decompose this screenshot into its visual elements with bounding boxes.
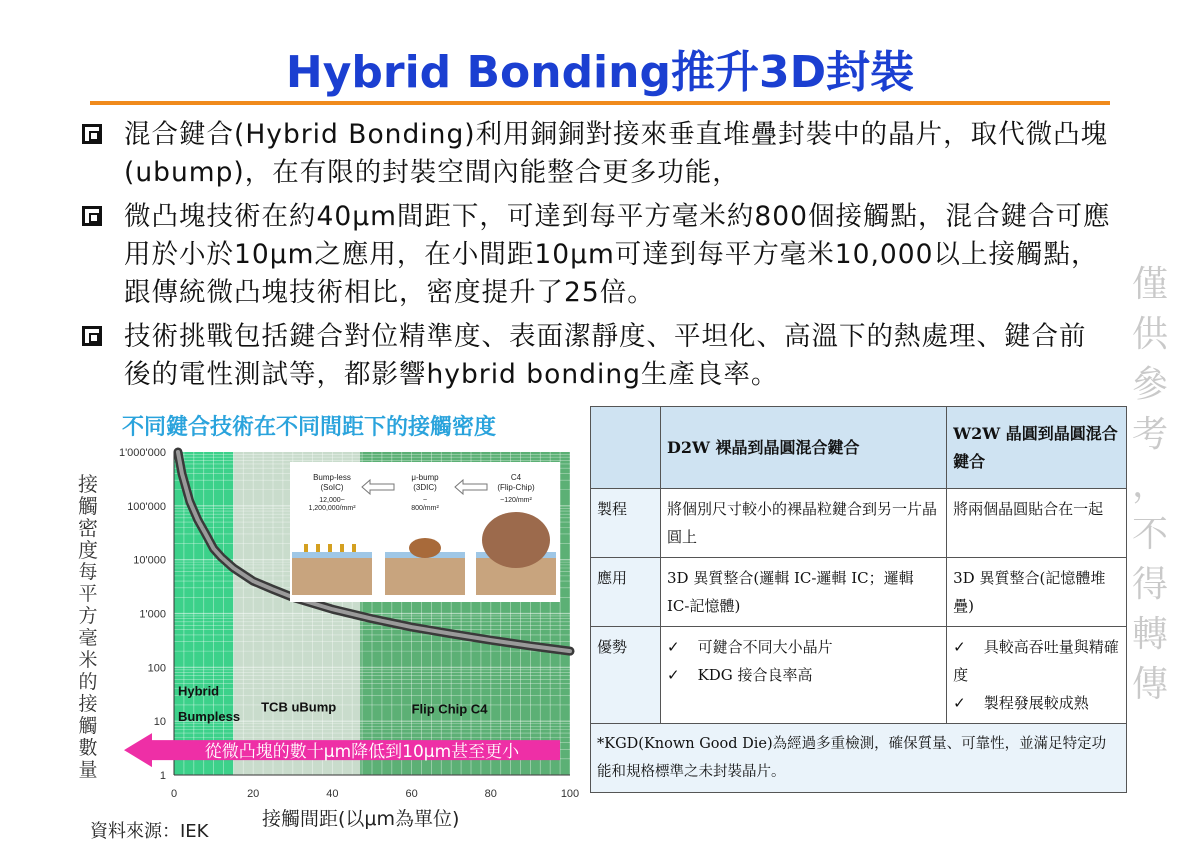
page-title: Hybrid Bonding推升3D封裝 [285, 47, 915, 98]
y-axis-label [76, 473, 100, 781]
inset-item-value: 800/mm² [411, 505, 439, 512]
table-row [591, 627, 1127, 724]
contact-density-chart [100, 440, 585, 810]
watermark-char: 得 [1131, 564, 1168, 605]
table-cell: 3D 異質整合(邏輯 IC-邏輯 IC；邏輯 IC-記憶體) [661, 558, 947, 627]
table-cell [661, 627, 947, 724]
chart-title: 不同鍵合技術在不同間距下的接觸密度 [122, 415, 497, 440]
bullet-text: 技術挑戰包括鍵合對位精準度、表面潔靜度、平坦化、高溫下的熱處理、鍵合前後的電性測試等，都影響hybrid bonding生產良率。 [124, 321, 1087, 390]
region-label: Flip Chip C4 [411, 701, 488, 717]
inset-substrate [292, 557, 372, 595]
checkbox-bullet-icon [82, 206, 102, 226]
bullet-text: 微凸塊技術在約40μm間距下，可達到每平方毫米約800個接觸點，混合鍵合可應用於小於10μm之應用，在小間距10μm可達到每平方毫米10,000以上接觸點，跟傳統微凸塊技術相比，密度提升了25倍。 [124, 201, 1111, 308]
inset-ubump [409, 538, 441, 558]
table-cell: 將兩個晶圓貼合在一起 [947, 489, 1127, 558]
y-tick-label: 1 [159, 770, 166, 782]
inset-bumpless-pad [340, 544, 344, 552]
inset-item-value: ~ [422, 497, 428, 504]
region-label: Hybrid [177, 683, 220, 699]
source-note: 資料來源：IEK [90, 821, 209, 842]
inset-substrate [385, 557, 465, 595]
inset-layer [292, 552, 372, 558]
inset-bumpless-pad [316, 544, 320, 552]
x-tick-label: 40 [326, 788, 339, 800]
inset-item-sub: (SoIC) [320, 483, 344, 492]
region-label: Bumpless [177, 709, 241, 725]
y-tick-label: 1'000 [139, 608, 166, 621]
watermark-char: 僅 [1131, 264, 1168, 305]
y-tick-label: 1'000'000 [118, 447, 166, 459]
watermark-char: ， [1131, 464, 1168, 505]
x-tick-label: 60 [405, 788, 418, 800]
row-label: 製程 [591, 489, 661, 558]
inset-bumpless-pad [328, 544, 332, 552]
y-axis-label-main: 接觸密度 [78, 472, 98, 562]
inset-item-sub: (3DIC) [413, 483, 437, 492]
table-header-empty [591, 407, 661, 489]
watermark-char: 參 [1131, 364, 1168, 405]
inset-bumpless-pad [304, 544, 308, 552]
table-row [591, 558, 1127, 627]
watermark-char: 傳 [1131, 664, 1168, 705]
inset-item-name: C4 [510, 473, 522, 482]
comparison-table [590, 406, 1127, 793]
inset-item-value: ~120/mm² [500, 497, 532, 504]
table-cell: 3D 異質整合(記憶體堆疊) [947, 558, 1127, 627]
watermark [1128, 260, 1172, 710]
watermark-char: 供 [1131, 314, 1168, 355]
title-divider [90, 101, 1110, 105]
arrow-label: 從微凸塊的數十μm降低到10μm甚至更小 [204, 742, 520, 763]
bullet-list [82, 116, 1112, 400]
x-tick-label: 100 [560, 788, 580, 800]
inset-bumpless-pad [352, 544, 356, 552]
bullet-text: 混合鍵合(Hybrid Bonding)利用銅銅對接來垂直堆疊封裝中的晶片，取代微凸塊(ubump)，在有限的封裝空間內能整合更多功能， [124, 119, 1109, 188]
x-tick-label: 0 [170, 788, 178, 800]
inset-item-value: 1,200,000/mm² [308, 505, 356, 512]
watermark-char: 轉 [1131, 614, 1168, 655]
table-row [591, 489, 1127, 558]
table-header-w2w: W2W 晶圓到晶圓混合鍵合 [947, 407, 1127, 489]
y-tick-label: 10 [153, 716, 166, 729]
inset-c4-bump [482, 512, 550, 568]
row-label: 應用 [591, 558, 661, 627]
check-item: ✓ 具較高吞吐量與精確度 [953, 633, 1120, 689]
table-header-row [591, 407, 1127, 489]
region-label: TCB uBump [261, 699, 337, 715]
table-cell: 將個別尺寸較小的裸晶粒鍵合到另一片晶圓上 [661, 489, 947, 558]
checkbox-bullet-icon [82, 326, 102, 346]
inset-item-sub: (Flip-Chip) [497, 483, 535, 492]
check-item: ✓ 製程發展較成熟 [953, 689, 1120, 717]
x-axis-label: 接觸間距(以μm為單位) [262, 808, 460, 830]
table-row [591, 724, 1127, 793]
inset-item-value: 12,000~ [319, 497, 345, 504]
y-tick-label: 100'000 [127, 500, 166, 513]
bullet-item [82, 198, 1112, 312]
table-footnote: *KGD(Known Good Die)為經過多重檢測，確保質量、可靠性，並滿足特定功能和規格標準之未封裝晶片。 [591, 724, 1127, 793]
row-label: 優勢 [591, 627, 661, 724]
checkbox-bullet-icon [82, 124, 102, 144]
inset-item-name: Bump-less [313, 473, 351, 482]
check-item: ✓ 可鍵合不同大小晶片 [667, 633, 940, 661]
check-item: ✓ KDG 接合良率高 [667, 661, 940, 689]
x-tick-label: 20 [247, 788, 260, 800]
y-tick-label: 10'000 [133, 554, 166, 567]
y-axis-label-sub: 每平方毫米的接觸數量 [78, 561, 98, 781]
table-header-d2w: D2W 裸晶到晶圓混合鍵合 [661, 407, 947, 489]
watermark-char: 考 [1131, 414, 1168, 455]
inset-item-name: μ-bump [411, 473, 439, 482]
table-cell [947, 627, 1127, 724]
bullet-item [82, 116, 1112, 192]
x-tick-label: 80 [484, 788, 497, 800]
y-tick-label: 100 [147, 662, 166, 675]
watermark-char: 不 [1131, 514, 1168, 555]
bullet-item [82, 318, 1112, 394]
